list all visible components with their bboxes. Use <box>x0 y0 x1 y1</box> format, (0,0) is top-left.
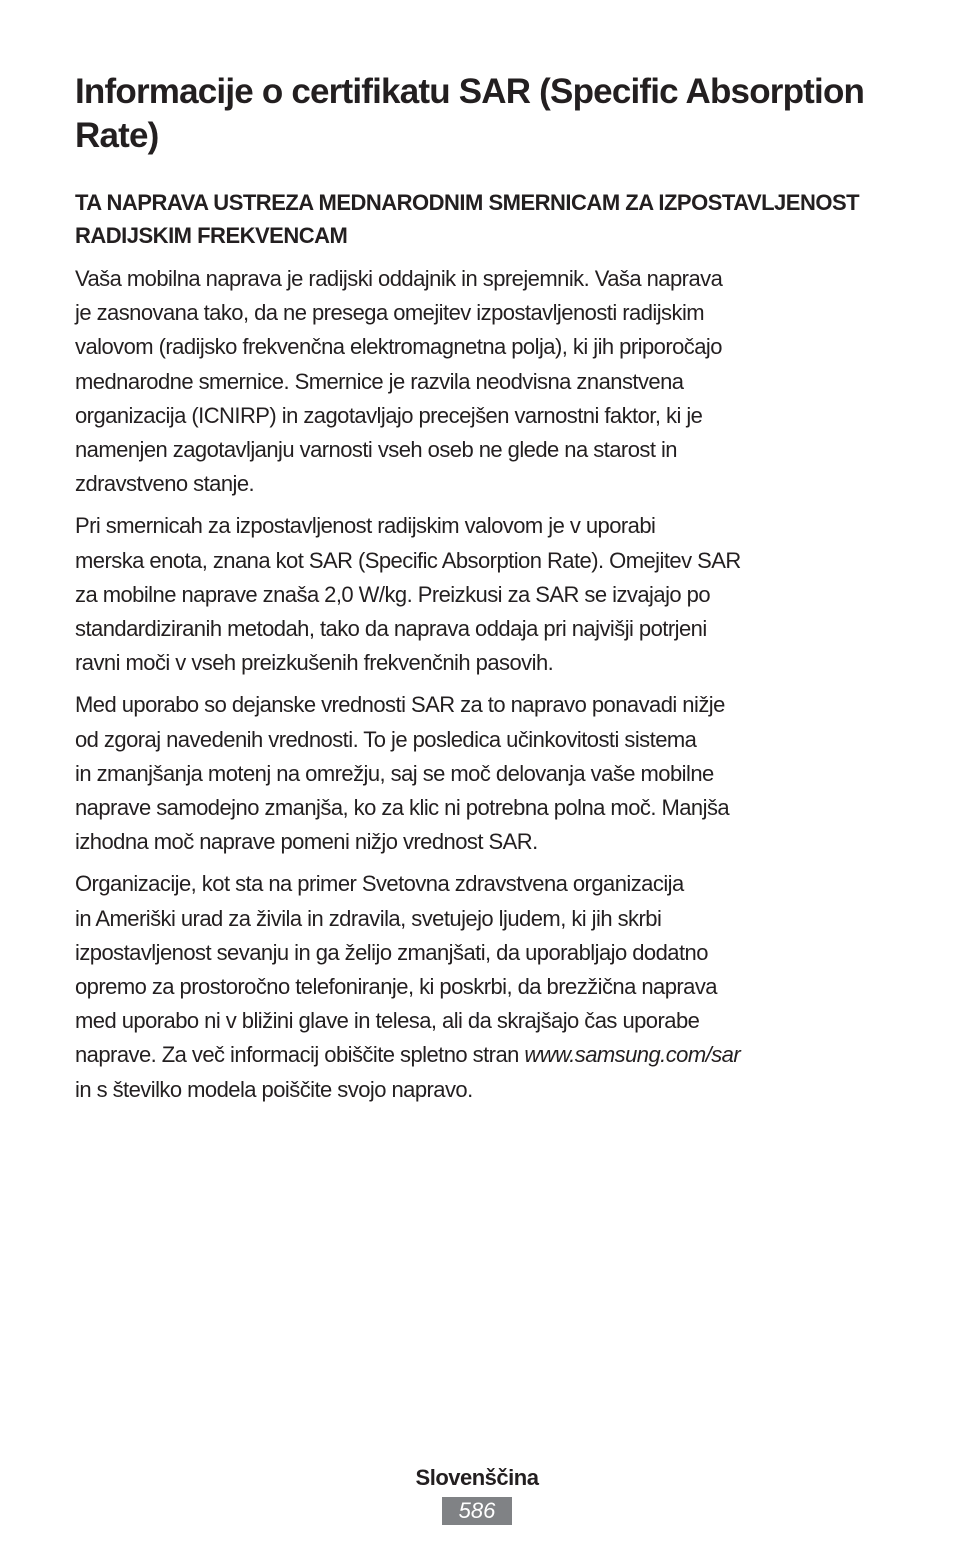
page-footer <box>0 1463 954 1525</box>
paragraph-line: izhodna moč naprave pomeni nižjo vrednost SAR. <box>75 829 538 855</box>
paragraph-line: namenjen zagotavljanju varnosti vseh oseb ne glede na starost in <box>75 437 677 463</box>
paragraph-4 <box>75 867 875 1106</box>
paragraph-line: opremo za prostoročno telefoniranje, ki poskrbi, da brezžična naprava <box>75 974 717 1000</box>
paragraph-line: Med uporabo so dejanske vrednosti SAR za to napravo ponavadi nižje <box>75 692 725 718</box>
paragraph-line: med uporabo ni v bližini glave in telesa, ali da skrajšajo čas uporabe <box>75 1008 700 1034</box>
paragraph-line: valovom (radijsko frekvenčna elektromagnetna polja), ki jih priporočajo <box>75 334 722 360</box>
paragraph-line: in s številko modela poiščite svojo napravo. <box>75 1076 473 1102</box>
paragraph-line: in zmanjšanja motenj na omrežju, saj se moč delovanja vaše mobilne <box>75 760 714 786</box>
page-title: Informacije o certifikatu SAR (Specific Absorption Rate) <box>75 72 865 155</box>
paragraph-3 <box>75 688 875 859</box>
paragraph-line: ravni moči v vseh preizkušenih frekvenčnih pasovih. <box>75 650 554 676</box>
paragraph-1 <box>75 262 875 501</box>
paragraph-line: Pri smernicah za izpostavljenost radijskim valovom je v uporabi <box>75 513 656 539</box>
paragraph-line: za mobilne naprave znaša 2,0 W/kg. Preizkusi za SAR se izvajajo po <box>75 581 711 607</box>
paragraph-line: mednarodne smernice. Smernice je razvila neodvisna znanstvena <box>75 368 684 394</box>
paragraph-line: zdravstveno stanje. <box>75 471 255 497</box>
paragraph-line: organizacija (ICNIRP) in zagotavljajo precejšen varnostni faktor, ki je <box>75 402 703 428</box>
link-line-prefix: naprave. Za več informacij obiščite spletno stran <box>75 1042 525 1068</box>
paragraph-line: izpostavljenost sevanju in ga želijo zmanjšati, da uporabljajo dodatno <box>75 939 708 965</box>
paragraph-line: Vaša mobilna naprava je radijski oddajnik in sprejemnik. Vaša naprava <box>75 266 723 291</box>
document-page <box>75 70 875 1107</box>
paragraph-line: merska enota, znana kot SAR (Specific Absorption Rate). Omejitev SAR <box>75 547 741 573</box>
paragraph-line: naprave samodejno zmanjša, ko za klic ni potrebna polna moč. Manjša <box>75 795 730 821</box>
page-number-badge: 586 <box>442 1497 512 1525</box>
samsung-sar-link[interactable]: www.samsung.com/sar <box>524 1042 741 1068</box>
paragraph-line: je zasnovana tako, da ne presega omejitev izpostavljenosti radijskim <box>75 300 705 326</box>
paragraph-line: standardiziranih metodah, tako da naprava oddaja pri najvišji potrjeni <box>75 616 707 642</box>
footer-language: Slovenščina <box>415 1465 539 1490</box>
paragraph-line: od zgoraj navedenih vrednosti. To je posledica učinkovitosti sistema <box>75 726 697 752</box>
paragraph-link-line <box>75 1038 875 1072</box>
paragraph-2 <box>75 509 875 680</box>
section-heading: TA NAPRAVA USTREZA MEDNARODNIM SMERNICAM ZA IZPOSTAVLJENOST RADIJSKIM FREKVENCAM <box>75 190 860 248</box>
paragraph-line: in Ameriški urad za živila in zdravila, svetujejo ljudem, ki jih skrbi <box>75 905 662 931</box>
paragraph-line: Organizacije, kot sta na primer Svetovna zdravstvena organizacija <box>75 871 684 897</box>
